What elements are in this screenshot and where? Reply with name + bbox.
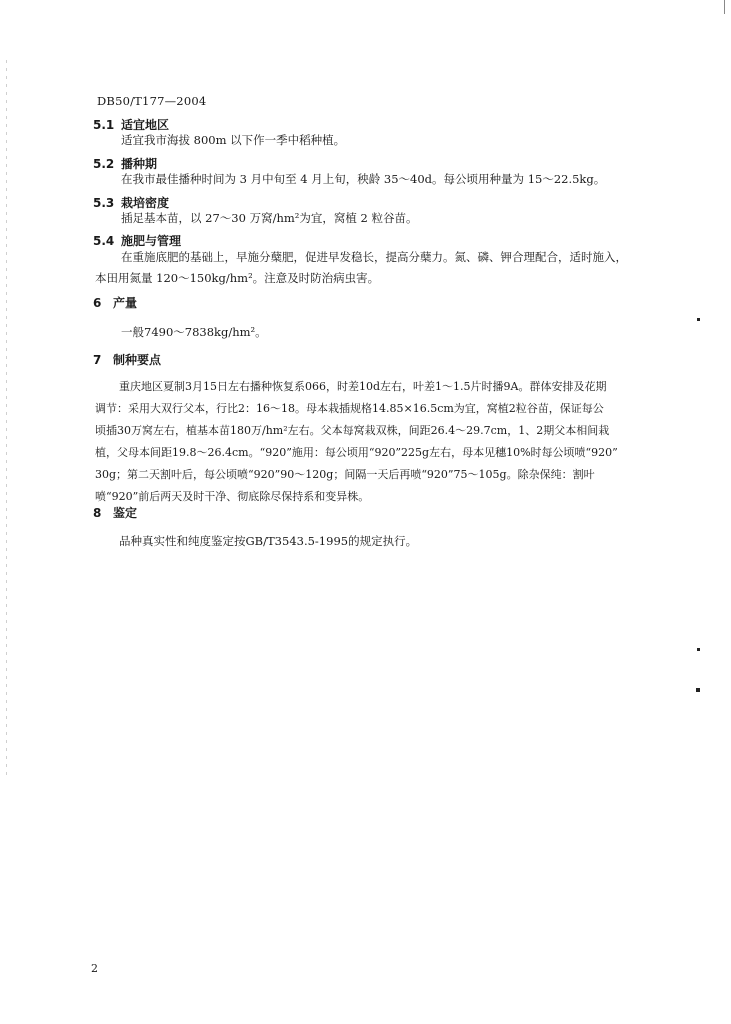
section-number: 7 xyxy=(93,353,102,367)
section-body-8 xyxy=(119,531,417,552)
body-line: 30g；第二天割叶后，每公顷喷“920”90～120g；间隔一天后再喷“920”75～105g。除杂保纯：割叶 xyxy=(95,468,595,481)
section-title: 栽培密度 xyxy=(121,196,170,210)
section-title: 鉴定 xyxy=(113,506,138,520)
section-title: 产量 xyxy=(113,296,138,310)
body-line: 顷插30万窝左右，植基本苗180万/hm²左右。父本每窝栽双株，间距26.4～29.7cm，1、2期父本相间栽 xyxy=(95,424,610,437)
section-number: 5.4 xyxy=(93,234,115,248)
section-title: 适宜地区 xyxy=(121,118,170,132)
section-title: 制种要点 xyxy=(113,353,162,367)
scan-speck xyxy=(697,648,700,651)
section-body-5-1 xyxy=(121,130,345,151)
section-title: 施肥与管理 xyxy=(121,234,182,248)
body-line: 植，父母本间距19.8～26.4cm。“920”施用：每公顷用“920”225g左右，母本见穗10%时每公顷喷“920” xyxy=(95,446,618,459)
body-line: 插足基本苗，以 27～30 万窝/hm²为宜，窝植 2 粒谷苗。 xyxy=(121,211,418,225)
section-body-5-4 xyxy=(95,247,627,289)
body-line: 品种真实性和纯度鉴定按GB/T3543.5-1995的规定执行。 xyxy=(119,534,418,548)
section-number: 8 xyxy=(93,506,102,520)
section-heading-6 xyxy=(93,294,137,311)
section-heading-7 xyxy=(93,351,161,368)
section-body-5-2 xyxy=(121,169,605,190)
scan-speck xyxy=(696,688,700,692)
section-body-7 xyxy=(95,376,618,508)
body-line: 适宜我市海拔 800m 以下作一季中稻种植。 xyxy=(121,133,346,147)
body-line: 喷“920”前后两天及时干净、彻底除尽保持系和变异株。 xyxy=(95,490,370,503)
section-body-5-3 xyxy=(121,208,418,229)
body-line: 本田用氮量 120～150kg/hm²。注意及时防治病虫害。 xyxy=(95,271,380,285)
scan-edge-left xyxy=(6,60,7,780)
body-line: 在我市最佳播种时间为 3 月中旬至 4 月上旬，秧龄 35～40d。每公顷用种量为 15～22.5kg。 xyxy=(121,172,606,186)
section-heading-8 xyxy=(93,504,137,521)
body-line: 一般7490～7838kg/hm²。 xyxy=(121,325,267,339)
section-body-6 xyxy=(121,322,267,343)
section-number: 5.2 xyxy=(93,157,115,171)
section-number: 5.3 xyxy=(93,196,115,210)
section-title: 播种期 xyxy=(121,157,158,171)
page-number: 2 xyxy=(91,962,98,975)
section-number: 6 xyxy=(93,296,102,310)
section-number: 5.1 xyxy=(93,118,115,132)
scan-edge-right xyxy=(724,0,725,14)
body-line: 在重施底肥的基础上，早施分蘖肥，促进早发稳长，提高分蘖力。氮、磷、钾合理配合，适时施入， xyxy=(121,250,627,264)
scan-speck xyxy=(697,318,700,321)
body-line: 重庆地区夏制3月15日左右播种恢复系066，时差10d左右，叶差1～1.5片时播9A。群体安排及花期 xyxy=(119,380,607,393)
standard-code: DB50/T177—2004 xyxy=(97,94,207,108)
body-line: 调节：采用大双行父本，行比2：16～18。母本栽插规格14.85×16.5cm为宜，窝植2粒谷苗，保证每公 xyxy=(95,402,604,415)
